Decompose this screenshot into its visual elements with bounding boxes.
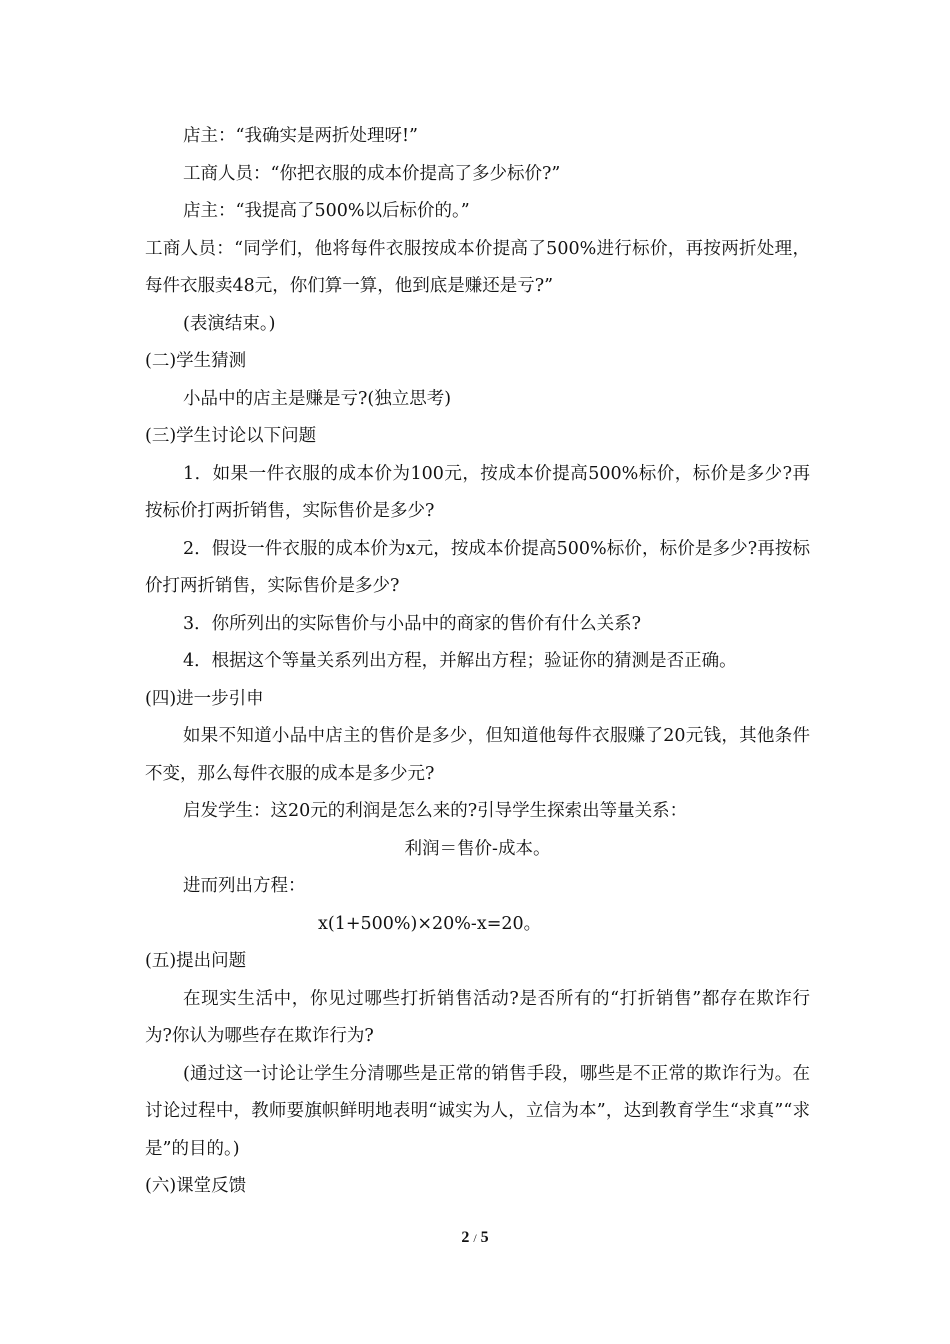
guess-prompt: 小品中的店主是赚是亏?(独立思考) — [183, 388, 452, 409]
equation: x(1+500%)×20%-x=20。 — [318, 913, 542, 934]
dialogue-inspector-1: 工商人员：“你把衣服的成本价提高了多少标价?” — [183, 163, 561, 184]
question-2: 2．假设一件衣服的成本价为x元，按成本价提高500%标价，标价是多少?再按标价打两折销售，实际售价是多少? — [145, 538, 810, 596]
extension-question: 如果不知道小品中店主的售价是多少，但知道他每件衣服赚了20元钱，其他条件不变，那么每件衣服的成本是多少元? — [145, 726, 810, 784]
discussion-note: (通过这一讨论让学生分清哪些是正常的销售手段，哪些是不正常的欺诈行为。在讨论过程中，教师要旗帜鲜明地表明“诚实为人，立信为本”，达到教育学生“求真”“求是”的目的。) — [145, 1063, 810, 1159]
question-4: 4．根据这个等量关系列出方程，并解出方程；验证你的猜测是否正确。 — [183, 651, 737, 671]
page-number — [0, 1226, 950, 1250]
equation-intro: 进而列出方程： — [183, 876, 306, 896]
dialogue-shopkeeper-1: 店主：“我确实是两折处理呀!” — [183, 126, 418, 146]
section-heading-3: (三)学生讨论以下问题 — [145, 426, 317, 446]
question-3: 3．你所列出的实际售价与小品中的商家的售价有什么关系? — [183, 613, 642, 634]
relation-formula: 利润＝售价-成本。 — [404, 838, 551, 859]
question-1: 1．如果一件衣服的成本价为100元，按成本价提高500%标价，标价是多少?再按标价打两折销售，实际售价是多少? — [145, 463, 810, 521]
discussion-question: 在现实生活中，你见过哪些打折销售活动?是否所有的“打折销售”都存在欺诈行为?你认为哪些存在欺诈行为? — [145, 988, 810, 1046]
dialogue-inspector-2: 工商人员：“同学们，他将每件衣服按成本价提高了500%进行标价，再按两折处理，每件衣服卖48元，你们算一算，他到底是赚还是亏?” — [145, 238, 810, 296]
page-separator: / — [473, 1231, 477, 1245]
guidance-text: 启发学生：这20元的利润是怎么来的?引导学生探索出等量关系： — [183, 801, 688, 821]
section-heading-4: (四)进一步引申 — [145, 688, 264, 709]
total-pages: 5 — [480, 1229, 489, 1246]
section-heading-2: (二)学生猜测 — [145, 351, 247, 371]
document-body — [145, 118, 810, 1206]
section-heading-6: (六)课堂反馈 — [145, 1176, 247, 1196]
performance-end-note: (表演结束。) — [183, 313, 276, 334]
section-heading-5: (五)提出问题 — [145, 951, 247, 971]
current-page: 2 — [461, 1229, 470, 1246]
dialogue-shopkeeper-2: 店主：“我提高了500%以后标价的。” — [183, 201, 470, 221]
